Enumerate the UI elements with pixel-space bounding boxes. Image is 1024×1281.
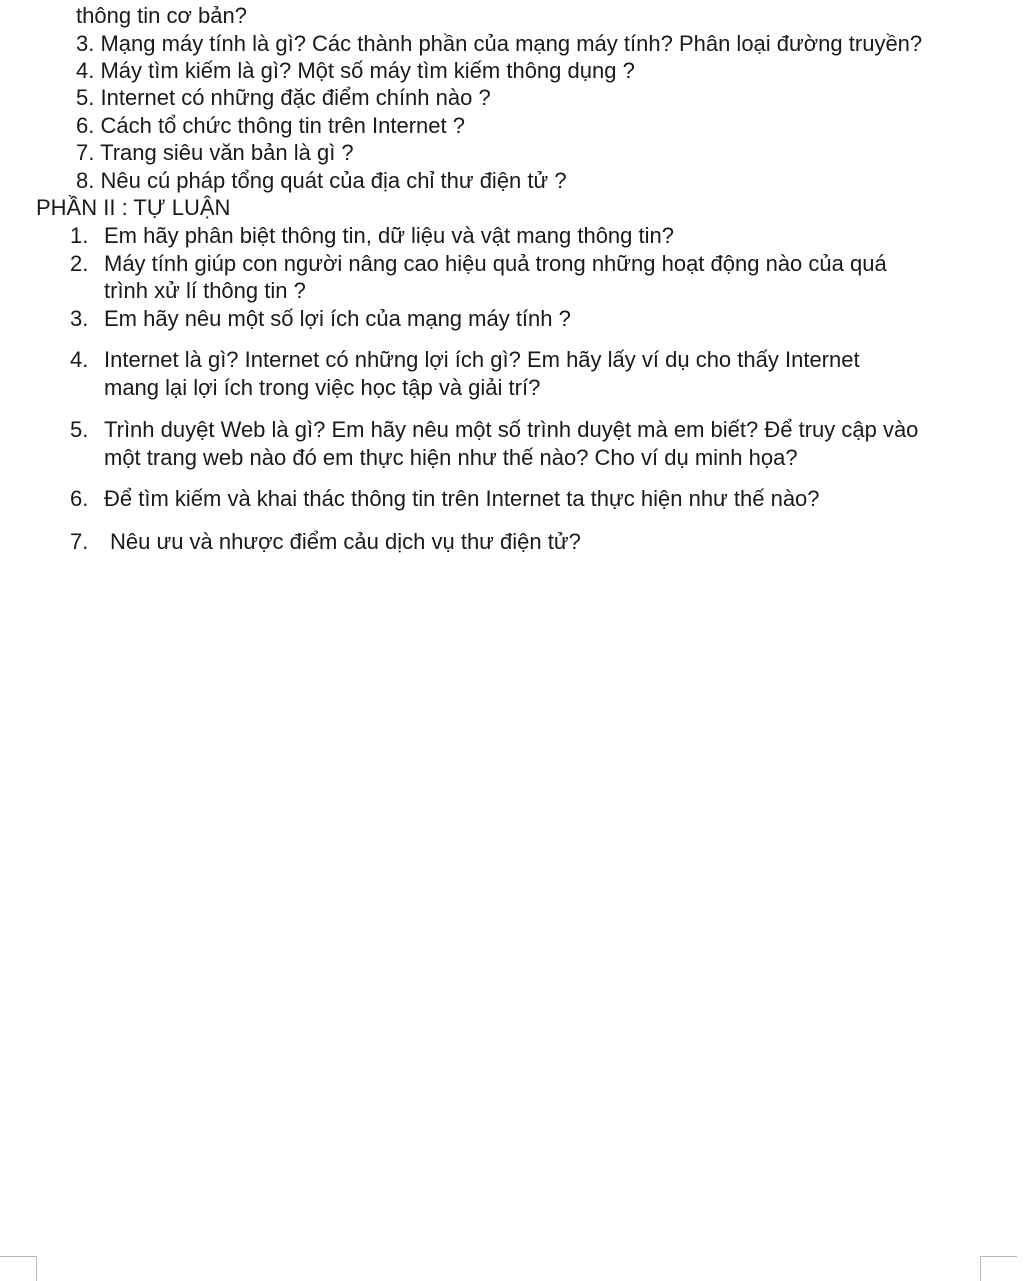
list-number: 5. [76, 85, 95, 110]
part1-item-3 [76, 30, 922, 58]
page-corner-mark-right [980, 1256, 1017, 1281]
question-5-line-2: một trang web nào đó em thực hiện như thế nào? Cho ví dụ minh họa? [104, 445, 798, 470]
question-4-line-1: Internet là gì? Internet có những lợi ích gì? Em hãy lấy ví dụ cho thấy Internet [104, 347, 860, 372]
part1-item-8 [76, 167, 567, 195]
list-item-text: Cách tổ chức thông tin trên Internet ? [100, 113, 465, 138]
list-number: 6. [76, 113, 95, 138]
page-corner-mark-left [0, 1256, 37, 1281]
question-2-line-2: trình xử lí thông tin ? [104, 278, 306, 303]
list-item-text: Máy tìm kiếm là gì? Một số máy tìm kiếm thông dụng ? [100, 58, 635, 83]
list-number: 4. [70, 347, 89, 372]
list-number: 3. [76, 31, 95, 56]
list-number: 3. [70, 306, 89, 331]
part1-item-7 [76, 139, 354, 167]
question-4-line-2: mang lại lợi ích trong việc học tập và giải trí? [104, 375, 541, 400]
question-7-line-1: Nêu ưu và nhược điểm cảu dịch vụ thư điện tử? [110, 529, 581, 554]
question-2-line-1: Máy tính giúp con người nâng cao hiệu quả trong những hoạt động nào của quá [104, 251, 887, 276]
part1-item-4 [76, 57, 635, 85]
list-number: 7. [70, 529, 89, 554]
list-number: 5. [70, 417, 89, 442]
list-number: 2. [70, 251, 89, 276]
list-item-text: Trang siêu văn bản là gì ? [100, 140, 354, 165]
question-1-line-1: Em hãy phân biệt thông tin, dữ liệu và vật mang thông tin? [104, 223, 674, 248]
list-number: 6. [70, 486, 89, 511]
list-item-text: Mạng máy tính là gì? Các thành phần của mạng máy tính? Phân loại đường truyền? [100, 31, 923, 56]
list-item-text: Nêu cú pháp tổng quát của địa chỉ thư điện tử ? [100, 168, 567, 193]
list-number: 8. [76, 168, 95, 193]
part1-item-6 [76, 112, 465, 140]
section-heading: PHẦN II : TỰ LUẬN [36, 195, 231, 220]
list-item-text: Internet có những đặc điểm chính nào ? [100, 85, 491, 110]
list-number: 7. [76, 140, 95, 165]
question-3-line-1: Em hãy nêu một số lợi ích của mạng máy tính ? [104, 306, 571, 331]
list-number: 1. [70, 223, 89, 248]
question-6-line-1: Để tìm kiếm và khai thác thông tin trên Internet ta thực hiện như thế nào? [104, 486, 820, 511]
part1-item-5 [76, 84, 491, 112]
part1-continuation-text: thông tin cơ bản? [76, 3, 247, 28]
list-number: 4. [76, 58, 95, 83]
question-5-line-1: Trình duyệt Web là gì? Em hãy nêu một số trình duyệt mà em biết? Để truy cập vào [104, 417, 919, 442]
